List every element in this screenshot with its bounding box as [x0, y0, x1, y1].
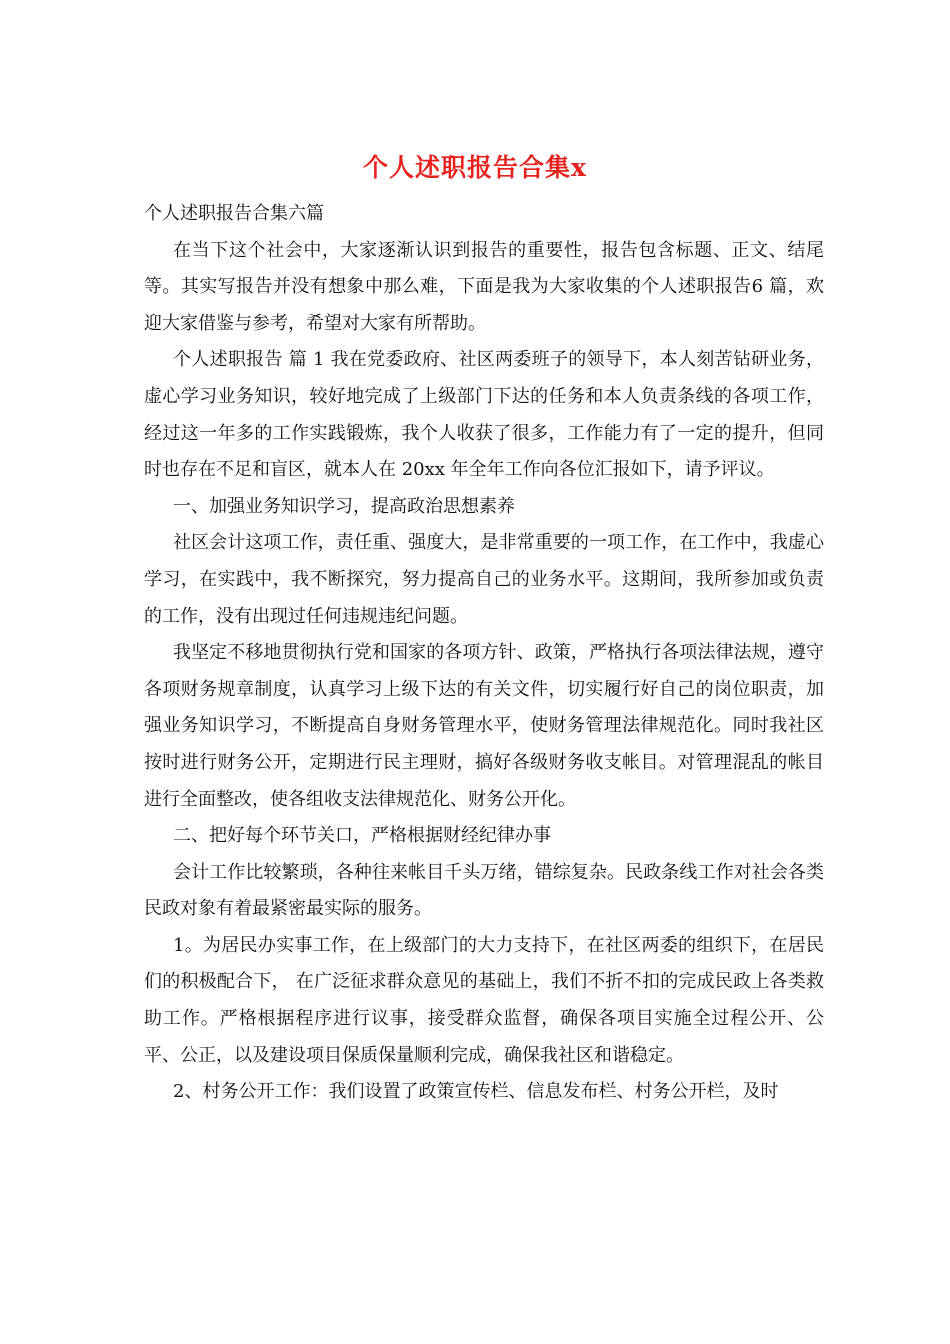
document-body — [144, 196, 824, 1111]
paragraph-accounting: 社区会计这项工作，责任重、强度大，是非常重要的一项工作，在工作中，我虚心学习，在实践中，我不断探究，努力提高自己的业务水平。这期间，我所参加或负责的工作，没有出现过任何违规违纪问题。 — [144, 532, 824, 627]
section-heading-2: 二、把好每个环节关口，严格根据财经纪律办事 — [173, 825, 551, 847]
paragraph-item-2: 2、村务公开工作：我们设置了政策宣传栏、信息发布栏、村务公开栏，及时 — [173, 1081, 779, 1103]
paragraph-policy: 我坚定不移地贯彻执行党和国家的各项方针、政策，严格执行各项法律法规，遵守各项财务规章制度，认真学习上级下达的有关文件，切实履行好自己的岗位职责，加强业务知识学习，不断提高自身财务管理水平，使财务管理法律规范化。同时我社区按时进行财务公开，定期进行民主理财，搞好各级财务收支帐目。对管理混乱的帐目进行全面整改，使各组收支法律规范化、财务公开化。 — [144, 642, 824, 810]
paragraph-report-1: 个人述职报告 篇 1 我在党委政府、社区两委班子的领导下，本人刻苦钻研业务，虚心学习业务知识，较好地完成了上级部门下达的任务和本人负责条线的各项工作，经过这一年多的工作实践锻炼，我个人收获了很多，工作能力有了一定的提升，但同时也存在不足和盲区，就本人在 20xx 年全年工作向各位汇报如下，请予评议。 — [144, 349, 824, 481]
section-heading-1: 一、加强业务知识学习，提高政治思想素养 — [173, 495, 515, 517]
paragraph-subtitle: 个人述职报告合集六篇 — [144, 203, 324, 224]
document-title: 个人述职报告合集x — [363, 153, 587, 182]
paragraph-item-1: 1。为居民办实事工作，在上级部门的大力支持下，在社区两委的组织下，在居民们的积极配合下， 在广泛征求群众意见的基础上，我们不折不扣的完成民政上各类救助工作。严格根据程序进行议事，接受群众监督，确保各项目实施全过程公开、公平、公正，以及建设项目保质保量顺利完成，确保我社区和谐稳定。 — [144, 934, 824, 1066]
paragraph-intro: 在当下这个社会中，大家逐渐认识到报告的重要性，报告包含标题、正文、结尾等。其实写报告并没有想象中那么难，下面是我为大家收集的个人述职报告6 篇，欢迎大家借鉴与参考，希望对大家有所帮助。 — [144, 239, 824, 334]
paragraph-accounting-work: 会计工作比较繁琐，各种往来帐目千头万绪，错综复杂。民政条线工作对社会各类民政对象有着最紧密最实际的服务。 — [144, 861, 824, 920]
